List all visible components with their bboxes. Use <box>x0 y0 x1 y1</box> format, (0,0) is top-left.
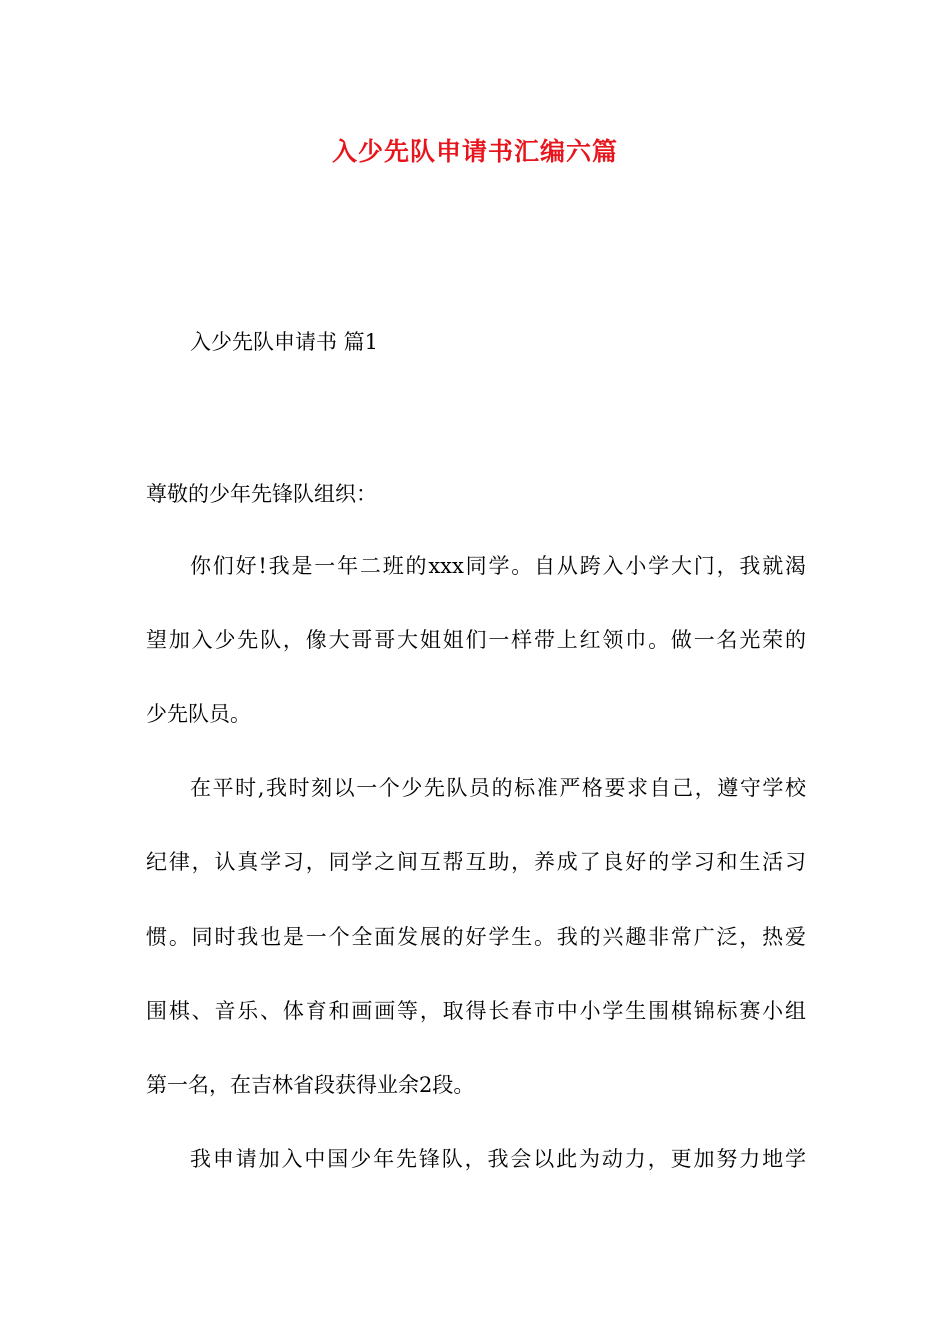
section-heading: 入少先队申请书 篇1 <box>190 330 379 354</box>
letter-greeting: 尊敬的少年先锋队组织： <box>146 482 377 506</box>
paragraph-2-line-3: 惯。同时我也是一个全面发展的好学生。我的兴趣非常广泛，热爱 <box>146 925 806 949</box>
paragraph-3-line-1: 我申请加入中国少年先锋队，我会以此为动力，更加努力地学 <box>190 1147 806 1171</box>
paragraph-2-line-4: 围棋、音乐、体育和画画等，取得长春市中小学生围棋锦标赛小组 <box>146 999 806 1023</box>
paragraph-2-line-5: 第一名，在吉林省段获得业余2段。 <box>146 1073 475 1097</box>
paragraph-2-line-1: 在平时,我时刻以一个少先队员的标准严格要求自己，遵守学校 <box>190 776 806 800</box>
paragraph-1-line-3: 少先队员。 <box>146 702 251 726</box>
paragraph-1-line-1: 你们好!我是一年二班的xxx同学。自从跨入小学大门，我就渴 <box>190 554 806 578</box>
paragraph-1-line-2: 望加入少先队，像大哥哥大姐姐们一样带上红领巾。做一名光荣的 <box>146 628 806 652</box>
paragraph-2-line-2: 纪律，认真学习，同学之间互帮互助，养成了良好的学习和生活习 <box>146 850 806 874</box>
document-title: 入少先队申请书汇编六篇 <box>331 137 618 166</box>
